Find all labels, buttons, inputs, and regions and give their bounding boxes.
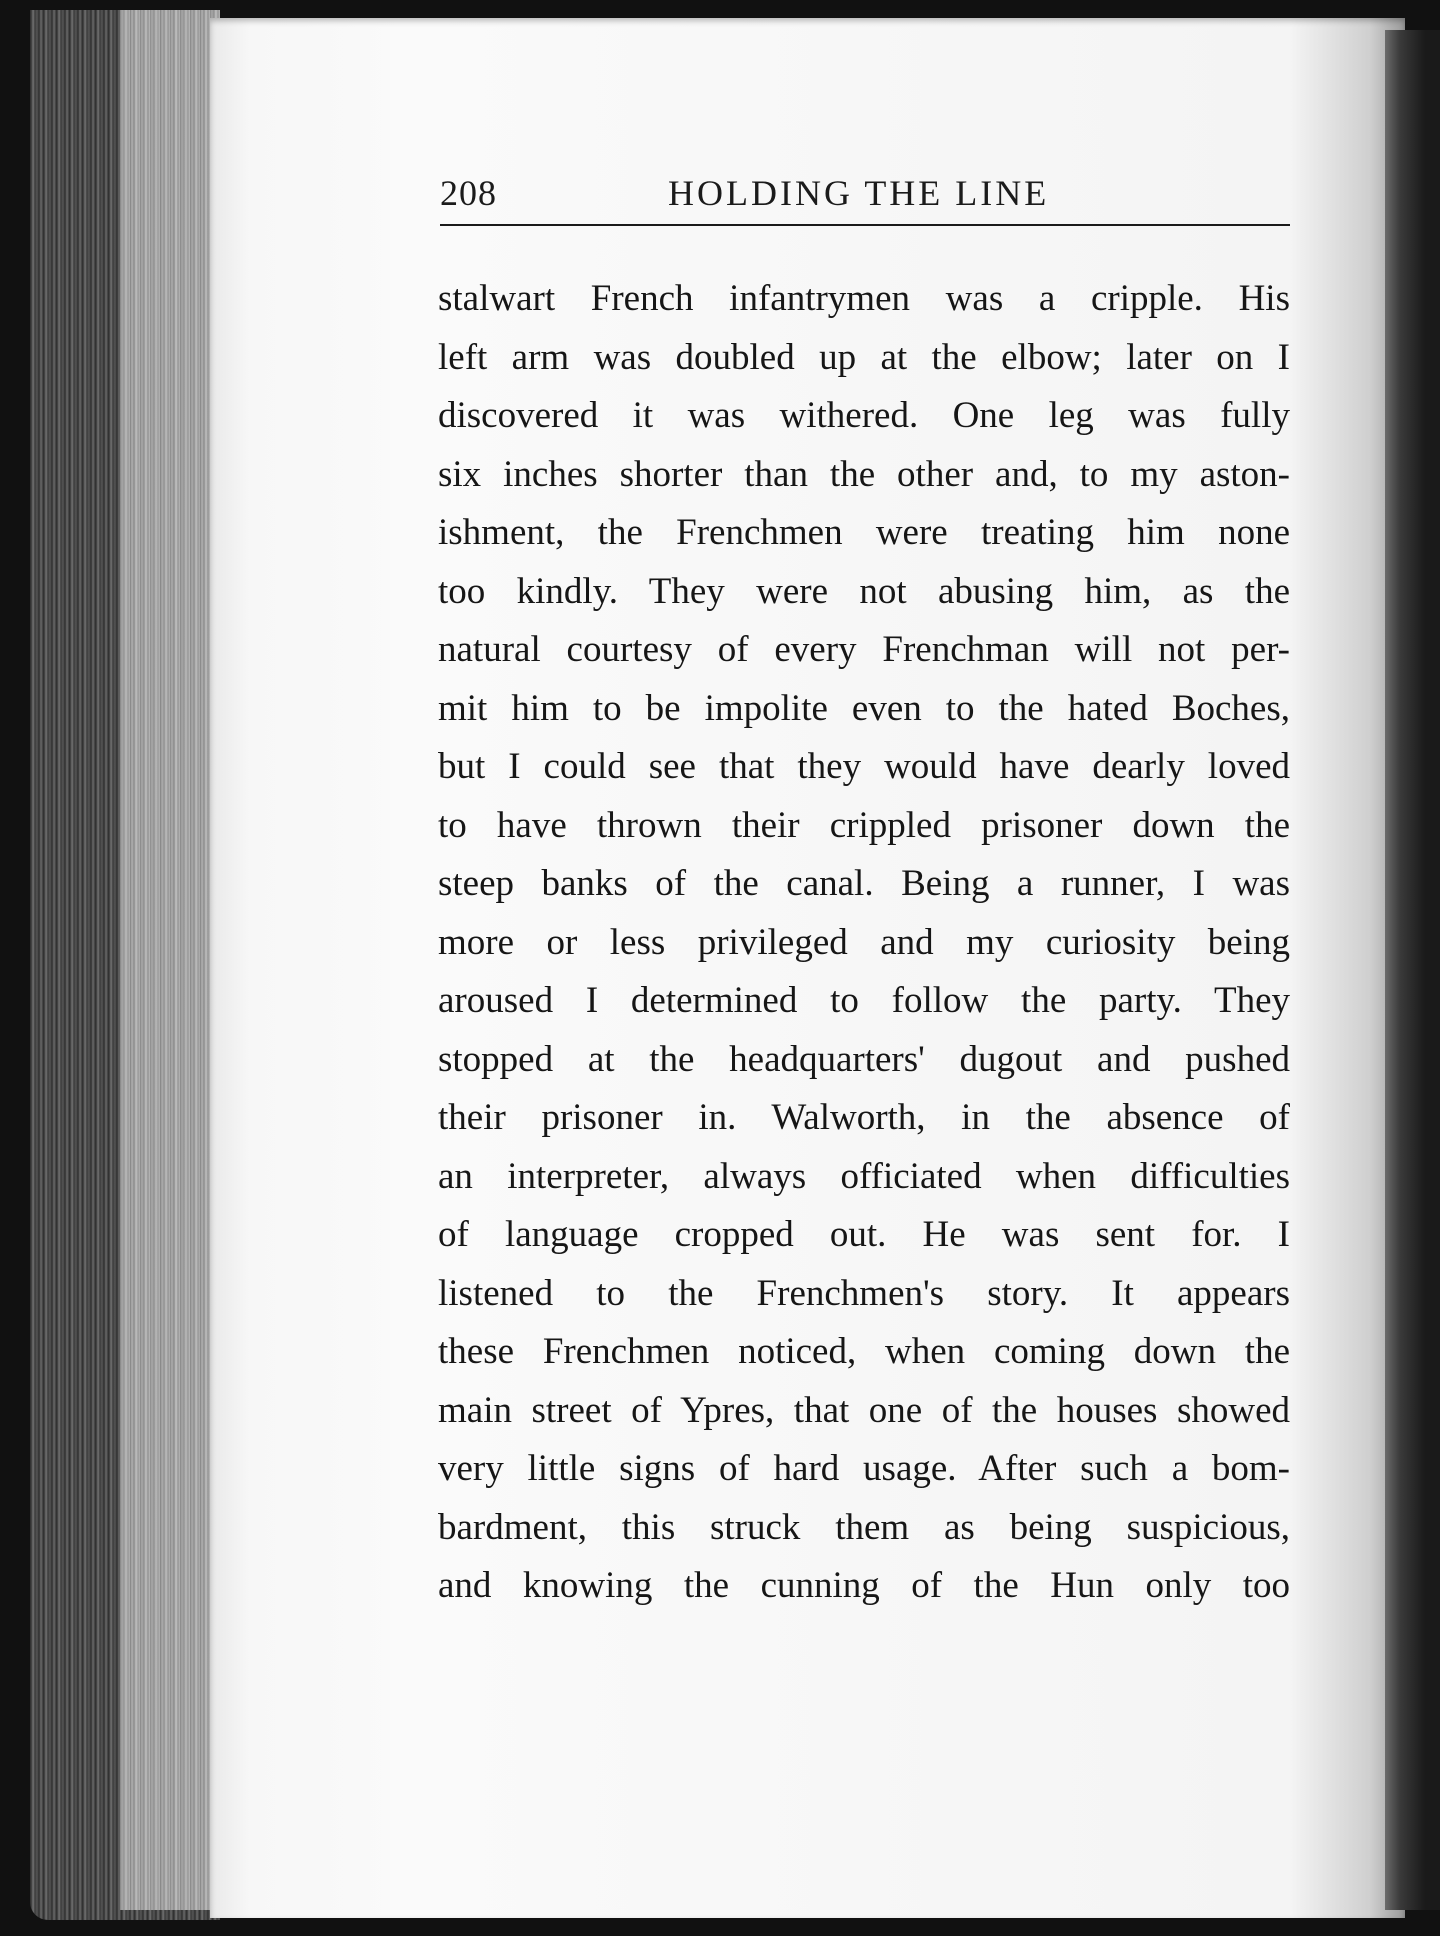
- text-line: more or less privileged and my curiosity being: [438, 921, 1290, 963]
- text-line: these Frenchmen noticed, when coming down the: [438, 1331, 1290, 1372]
- text-line: to have thrown their crippled prisoner down the: [438, 804, 1290, 846]
- body-text: [438, 270, 1290, 1616]
- running-head-title: HOLDING THE LINE: [668, 173, 1050, 213]
- text-line: an interpreter, always officiated when difficulties: [438, 1155, 1290, 1197]
- text-line: and knowing the cunning of the Hun only too: [438, 1565, 1290, 1606]
- gutter-shadow: [1385, 30, 1440, 1910]
- text-line: mit him to be impolite even to the hated Boches,: [438, 687, 1290, 729]
- text-line: their prisoner in. Walworth, in the absence of: [438, 1097, 1290, 1138]
- running-head: [440, 172, 1290, 226]
- text-line: of language cropped out. He was sent for. I: [438, 1214, 1290, 1255]
- text-line: natural courtesy of every Frenchman will not per-: [438, 629, 1290, 670]
- text-line: stopped at the headquarters' dugout and pushed: [438, 1038, 1290, 1080]
- text-line: very little signs of hard usage. After such a bom-: [438, 1448, 1290, 1489]
- text-line: but I could see that they would have dearly loved: [438, 746, 1290, 787]
- text-line: bardment, this struck them as being suspicious,: [438, 1506, 1290, 1548]
- text-line: left arm was doubled up at the elbow; later on I: [438, 336, 1290, 378]
- text-line: discovered it was withered. One leg was fully: [438, 395, 1290, 436]
- text-line: six inches shorter than the other and, to my aston-: [438, 453, 1290, 495]
- text-line: main street of Ypres, that one of the houses showed: [438, 1389, 1290, 1431]
- text-line: stalwart French infantrymen was a cripple. His: [438, 278, 1290, 319]
- text-line: listened to the Frenchmen's story. It appears: [438, 1272, 1290, 1314]
- text-line: too kindly. They were not abusing him, as the: [438, 570, 1290, 612]
- page-number: 208: [440, 173, 497, 213]
- text-line: steep banks of the canal. Being a runner, I was: [438, 863, 1290, 904]
- text-line: ishment, the Frenchmen were treating him none: [438, 512, 1290, 553]
- book-page-edges-highlight: [120, 10, 220, 1910]
- text-line: aroused I determined to follow the party. They: [438, 980, 1290, 1021]
